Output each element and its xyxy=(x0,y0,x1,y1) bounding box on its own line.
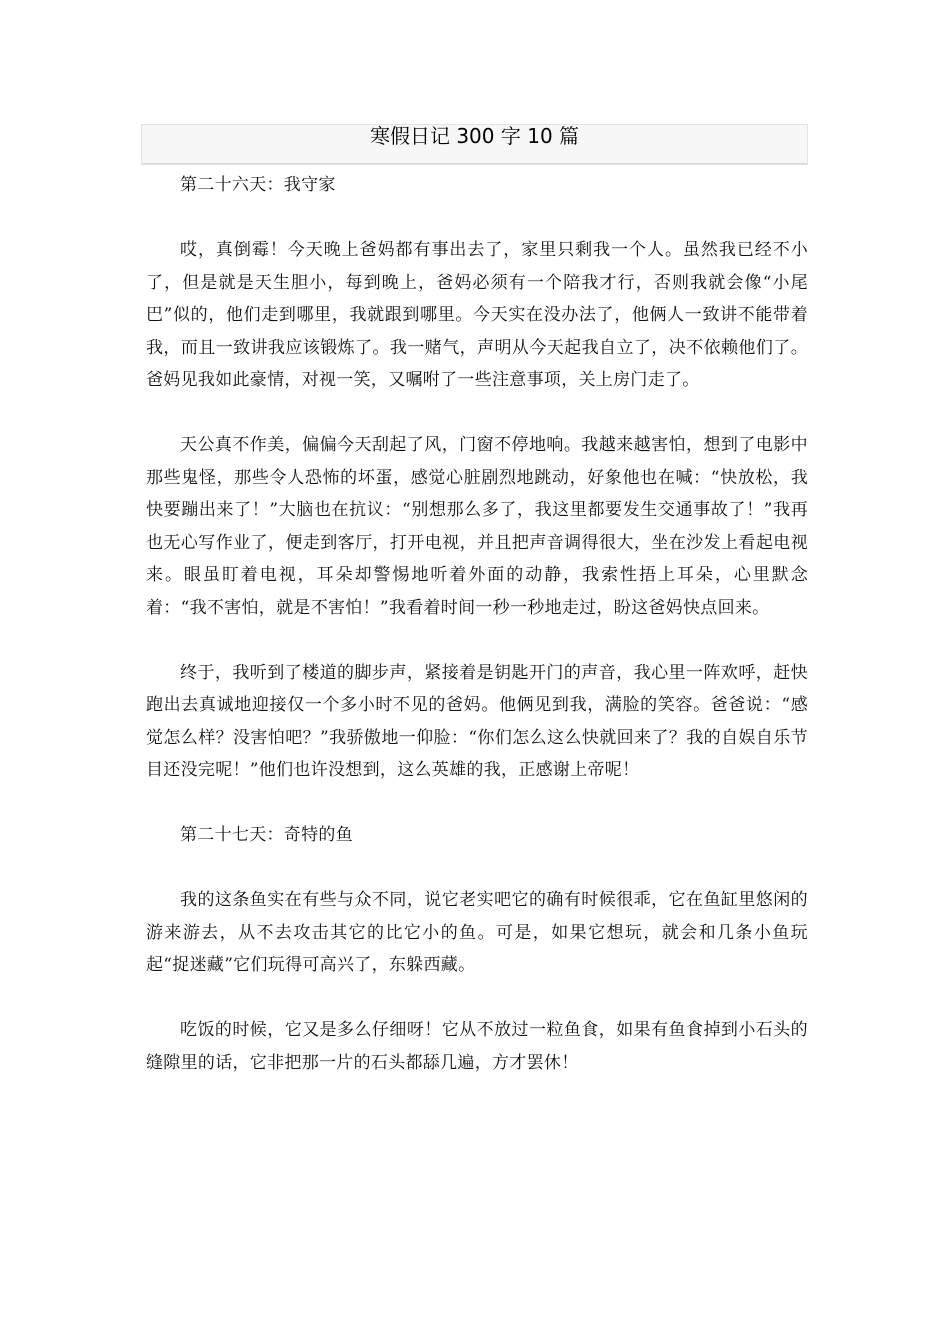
paragraph: 天公真不作美，偏偏今天刮起了风，门窗不停地响。我越来越害怕，想到了电影中那些鬼怪，那些令人恐怖的坏蛋，感觉心脏剧烈地跳动，好象他也在喊：“快放松，我快要蹦出来了！”大脑也在抗议：“别想那么多了，我这里都要发生交通事故了！”我再也无心写作业了，便走到客厅，打开电视，并且把声音调得很大，坐在沙发上看起电视来。眼虽盯着电视，耳朵却警惕地听着外面的动静，我索性捂上耳朵，心里默念着：“我不害怕，就是不害怕！”我看着时间一秒一秒地走过，盼这爸妈快点回来。 xyxy=(146,435,808,618)
section-heading-day-26: 第二十六天：我守家 xyxy=(180,175,336,195)
paragraph-gap xyxy=(146,624,808,657)
paragraph: 吃饭的时候，它又是多么仔细呀！它从不放过一粒鱼食，如果有鱼食掉到小石头的缝隙里的话，它非把那一片的石头都舔几遍，方才罢休！ xyxy=(146,1020,808,1073)
document-body xyxy=(146,169,808,1079)
paragraph: 终于，我听到了楼道的脚步声，紧接着是钥匙开门的声音，我心里一阵欢呼，赶快跑出去真诚地迎接仅一个多小时不见的爸妈。他俩见到我，满脸的笑容。爸爸说：“感觉怎么样？没害怕吧？”我骄傲地一仰脸：“你们怎么这么快就回来了？我的自娱自乐节目还没完呢！”他们也许没想到，这么英雄的我，正感谢上帝呢！ xyxy=(146,662,808,780)
page-title: 寒假日记 300 字 10 篇 xyxy=(369,124,580,148)
section-heading-day-27: 第二十七天：奇特的鱼 xyxy=(180,825,353,845)
paragraph-gap xyxy=(146,787,808,820)
paragraph: 我的这条鱼实在有些与众不同，说它老实吧它的确有时候很乖，它在鱼缸里悠闲的游来游去，从不去攻击其它的比它小的鱼。可是，如果它想玩，就会和几条小鱼玩起“捉迷藏”它们玩得可高兴了，东躲西藏。 xyxy=(146,890,808,975)
paragraph-gap xyxy=(146,202,808,235)
paragraph: 哎，真倒霉！今天晚上爸妈都有事出去了，家里只剩我一个人。虽然我已经不小了，但是就是天生胆小，每到晚上，爸妈必须有一个陪我才行，否则我就会像“小尾巴”似的，他们走到哪里，我就跟到哪里。今天实在没办法了，他俩人一致讲不能带着我，而且一致讲我应该锻炼了。我一赌气，声明从今天起我自立了，决不依赖他们了。爸妈见我如此豪情，对视一笑，又嘱咐了一些注意事项，关上房门走了。 xyxy=(146,240,808,390)
paragraph-gap xyxy=(146,982,808,1015)
title-banner xyxy=(141,124,808,165)
paragraph-gap xyxy=(146,852,808,885)
paragraph-gap xyxy=(146,397,808,430)
